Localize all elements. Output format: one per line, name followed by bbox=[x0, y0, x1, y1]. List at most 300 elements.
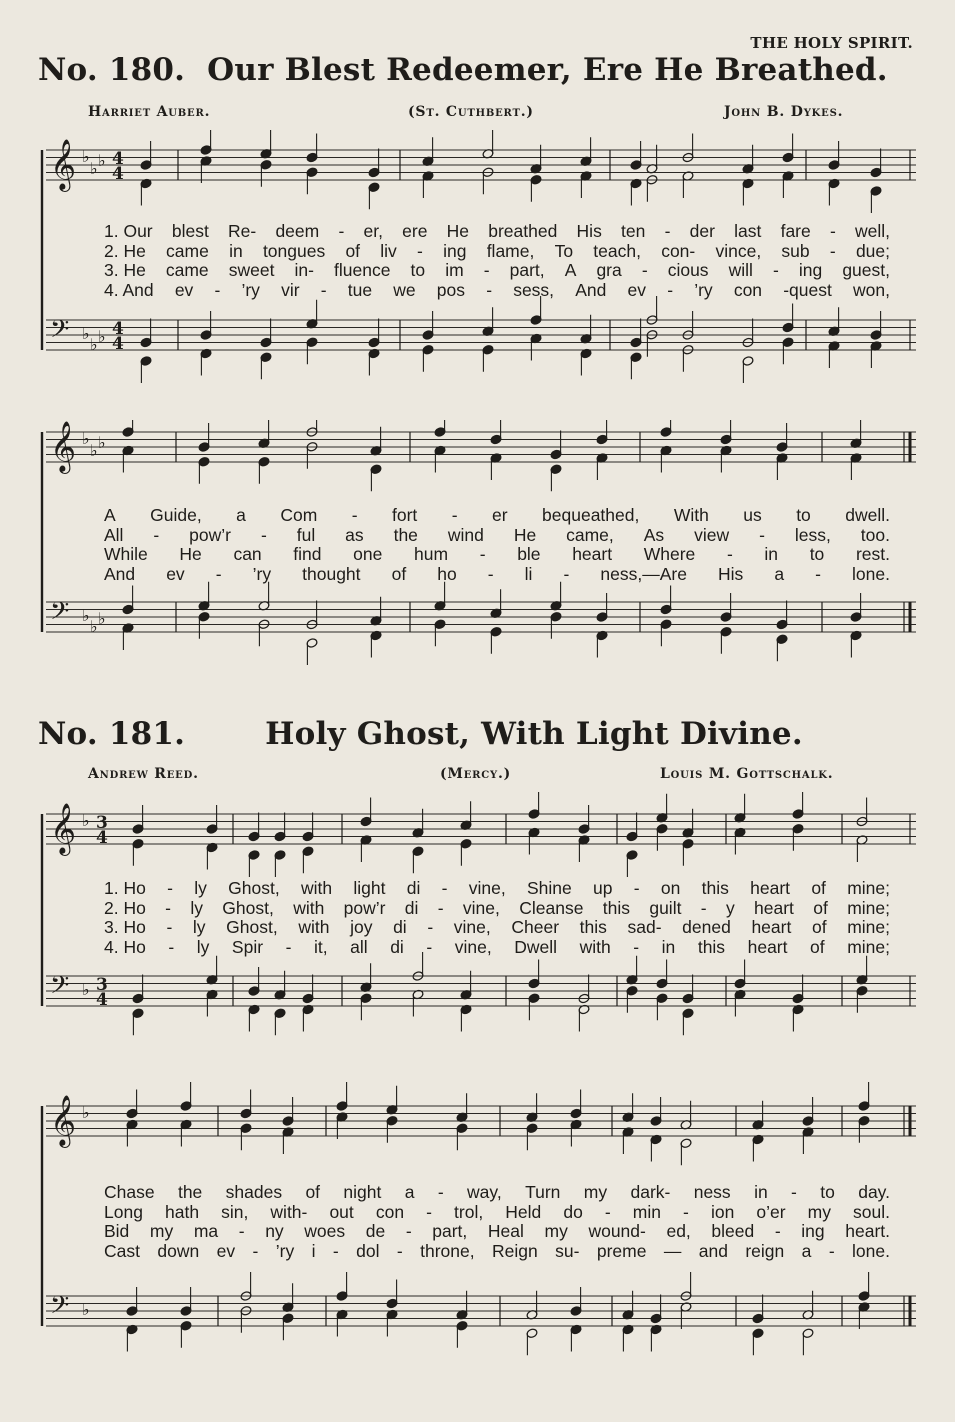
lyric-syllable: ’ry bbox=[241, 279, 260, 300]
lyric-syllable: ev bbox=[174, 279, 194, 300]
lyric-syllable: He bbox=[513, 524, 537, 545]
lyric-syllable: fare bbox=[780, 221, 811, 241]
lyric-syllable: night bbox=[343, 1182, 382, 1202]
lyric-syllable: day. bbox=[858, 1182, 890, 1202]
lyric-syllable: A bbox=[104, 505, 116, 525]
lyric-syllable: ma bbox=[193, 1221, 219, 1242]
lyric-syllable: - bbox=[168, 936, 175, 957]
lyric-syllable: my bbox=[583, 1182, 608, 1202]
bass-staff bbox=[46, 971, 916, 1010]
lyric-syllable: mine; bbox=[847, 878, 890, 898]
lyric-syllable: joy bbox=[350, 917, 373, 938]
lyric-syllable: to bbox=[809, 544, 825, 565]
lyric-syllable: der bbox=[689, 221, 715, 241]
lyric-syllable: - bbox=[664, 221, 671, 241]
lyric-syllable: Turn bbox=[525, 1182, 561, 1202]
lyric-syllable: vine, bbox=[468, 878, 506, 898]
lyric-syllable: thought bbox=[302, 563, 361, 584]
lyric-syllable: y bbox=[725, 897, 735, 918]
lyric-syllable: Ghost, bbox=[222, 897, 274, 918]
lyric-syllable: part, bbox=[509, 260, 545, 281]
lyric-syllable: er, bbox=[363, 221, 383, 241]
time-signature-top: 3 bbox=[96, 975, 108, 995]
lyric-syllable: of bbox=[391, 563, 407, 584]
lyric-syllable: 3. Ho bbox=[104, 917, 146, 938]
lyric-syllable: Cleanse bbox=[519, 897, 584, 918]
lyric-syllable: sess, bbox=[513, 279, 555, 300]
lyric-syllable: well, bbox=[854, 221, 890, 241]
lyric-syllable: ny bbox=[265, 1221, 284, 1242]
lyric-syllable: and bbox=[698, 1240, 728, 1261]
lyric-syllable: to bbox=[410, 260, 426, 281]
lyric-syllable: rest. bbox=[855, 544, 890, 565]
lyric-syllable: - bbox=[726, 544, 733, 565]
lyric-syllable: vine, bbox=[454, 936, 492, 957]
lyric-syllable: - bbox=[252, 1240, 259, 1261]
lyric-syllable: ev bbox=[627, 279, 647, 300]
flat-icon: ♭ bbox=[82, 606, 90, 625]
lyric-syllable: To bbox=[554, 240, 574, 261]
lyric-syllable: a bbox=[404, 1182, 415, 1202]
lyric-syllable: fort bbox=[392, 505, 418, 525]
lyric-syllable: - bbox=[759, 524, 765, 545]
lyric-syllable: And bbox=[104, 563, 136, 584]
lyric-syllable: heart bbox=[747, 936, 788, 957]
lyric-syllable: de bbox=[365, 1221, 386, 1242]
lyric-syllable: A bbox=[564, 260, 577, 281]
lyric-syllable: way, bbox=[467, 1182, 502, 1202]
hymn-title: Our Blest Redeemer, Ere He Breathed. bbox=[207, 52, 888, 88]
composer-credit: Louis M. Gottschalk. bbox=[660, 766, 834, 782]
lyric-syllable: heart bbox=[750, 878, 791, 898]
lyric-syllable: - bbox=[829, 240, 836, 261]
lyric-syllable: ble bbox=[517, 544, 541, 565]
bass-staff bbox=[46, 315, 916, 354]
flat-icon: ♭ bbox=[82, 324, 90, 343]
lyric-syllable: im bbox=[445, 260, 464, 281]
note-group bbox=[140, 296, 882, 383]
note-group bbox=[132, 792, 868, 877]
tune-name: (St. Cuthbert.) bbox=[408, 104, 534, 120]
lyric-syllable: ’ry bbox=[275, 1240, 295, 1261]
lyric-syllable: hath bbox=[165, 1201, 200, 1222]
lyric-syllable: all bbox=[350, 936, 368, 957]
lyric-syllable: His bbox=[718, 563, 744, 584]
lyric-syllable: o’er bbox=[756, 1201, 786, 1222]
author-credit: Harriet Auber. bbox=[88, 104, 211, 120]
lyric-syllable: it, bbox=[313, 936, 328, 957]
lyric-syllable: as bbox=[345, 524, 364, 545]
treble-clef-icon: 𝄞 bbox=[50, 803, 77, 854]
bass-clef-icon: 𝄢 bbox=[50, 971, 70, 1006]
lyric-syllable: throne, bbox=[420, 1240, 475, 1261]
lyric-syllable: - bbox=[437, 1182, 444, 1202]
lyric-syllable: lone. bbox=[852, 563, 890, 584]
lyric-syllable: of bbox=[345, 240, 361, 261]
lyric-syllable: 1. Ho bbox=[104, 878, 146, 898]
lyric-syllable: - bbox=[563, 563, 570, 584]
lyric-syllable: Where bbox=[643, 544, 696, 565]
lyric-syllable: -quest bbox=[783, 279, 832, 300]
lyric-syllable: As bbox=[643, 524, 665, 545]
lyric-syllable: shades bbox=[225, 1182, 283, 1202]
treble-clef-icon: 𝄞 bbox=[50, 1095, 77, 1146]
hymn-181-title-row bbox=[38, 716, 803, 752]
lyric-syllable: Heal bbox=[487, 1221, 524, 1242]
treble-staff bbox=[46, 1095, 916, 1148]
lyric-syllable: - bbox=[633, 878, 640, 898]
lyric-syllable: While bbox=[104, 544, 148, 565]
lyric-syllable: came bbox=[165, 260, 209, 281]
lyric-syllable: tue bbox=[347, 279, 373, 300]
lyric-syllable: with- bbox=[270, 1201, 308, 1222]
treble-staff bbox=[46, 803, 916, 856]
time-signature-bottom: 4 bbox=[96, 828, 108, 848]
lyric-syllable: i bbox=[311, 1240, 316, 1261]
lyric-syllable: - bbox=[479, 544, 486, 565]
note-group bbox=[122, 420, 862, 491]
lyric-syllable: wound- bbox=[588, 1221, 646, 1242]
lyric-syllable: ly bbox=[194, 878, 207, 898]
lyric-syllable: the bbox=[393, 524, 418, 545]
lyric-syllable: too. bbox=[860, 524, 890, 545]
flat-icon: ♭ bbox=[90, 617, 98, 636]
hymn-title: Holy Ghost, With Light Divine. bbox=[265, 716, 803, 752]
lyric-syllable: Ghost, bbox=[226, 917, 278, 938]
lyric-syllable: dark- bbox=[630, 1182, 671, 1202]
tune-name: (Mercy.) bbox=[440, 766, 512, 782]
lyric-syllable: us bbox=[743, 505, 762, 525]
lyric-syllable: - bbox=[773, 260, 779, 281]
lyric-syllable: lone. bbox=[852, 1240, 890, 1261]
flat-icon: ♭ bbox=[82, 1103, 90, 1122]
lyric-syllable: ly bbox=[192, 917, 206, 938]
lyric-syllable: pos bbox=[436, 279, 466, 300]
lyric-syllable: will bbox=[728, 260, 753, 281]
lyric-syllable: - bbox=[320, 279, 327, 300]
lyric-syllable: my bbox=[544, 1221, 568, 1242]
lyric-syllable: find bbox=[293, 544, 322, 565]
lyric-syllable: light bbox=[353, 878, 386, 898]
lyric-syllable: su- bbox=[555, 1240, 580, 1261]
flat-icon: ♭ bbox=[98, 327, 106, 346]
lyric-syllable: my bbox=[149, 1221, 174, 1242]
lyric-syllable: - bbox=[285, 936, 292, 957]
lyric-syllable: with bbox=[293, 897, 325, 918]
flat-icon: ♭ bbox=[82, 147, 90, 166]
lyric-syllable: part, bbox=[432, 1221, 468, 1242]
lyric-syllable: - bbox=[426, 1201, 432, 1222]
lyric-syllable: came, bbox=[566, 524, 614, 545]
lyric-syllable: soul. bbox=[853, 1201, 890, 1222]
lyric-syllable: min bbox=[632, 1201, 661, 1222]
lyric-syllable: liv bbox=[380, 240, 397, 261]
lyric-syllable: mine; bbox=[847, 897, 890, 918]
bass-clef-icon: 𝄢 bbox=[50, 1291, 70, 1326]
lyric-syllable: heart bbox=[572, 544, 613, 565]
lyric-syllable: do bbox=[563, 1201, 583, 1222]
lyric-syllable: sad- bbox=[627, 917, 662, 938]
time-signature-bottom: 4 bbox=[112, 334, 124, 354]
composer-credit: John B. Dykes. bbox=[724, 104, 844, 120]
lyric-syllable: less, bbox=[794, 524, 831, 545]
lyric-syllable: - bbox=[214, 279, 221, 300]
lyric-syllable: pow’r bbox=[189, 524, 231, 545]
lyric-syllable: of bbox=[810, 936, 825, 957]
lyric-syllable: ten bbox=[621, 221, 646, 241]
lyric-syllable: vine, bbox=[453, 917, 491, 938]
lyric-syllable: of bbox=[813, 897, 828, 918]
note-group bbox=[126, 1082, 870, 1165]
lyric-syllable: preme bbox=[596, 1240, 647, 1261]
lyric-syllable: of bbox=[305, 1182, 321, 1202]
lyric-syllable: tongues bbox=[262, 240, 326, 261]
lyric-syllable: flame, bbox=[486, 240, 535, 261]
lyric-syllable: ’ry bbox=[694, 279, 713, 300]
lyric-syllable: - bbox=[260, 524, 267, 545]
bass-clef-icon: 𝄢 bbox=[50, 597, 70, 632]
flat-icon: ♭ bbox=[98, 433, 106, 452]
lyric-syllable: — bbox=[663, 1240, 682, 1261]
lyric-syllable: - bbox=[815, 563, 821, 584]
lyric-syllable: a bbox=[236, 505, 246, 525]
lyric-syllable: Long bbox=[104, 1201, 143, 1222]
lyric-syllable: view bbox=[694, 524, 730, 545]
lyric-syllable: of bbox=[811, 917, 827, 938]
lyric-syllable: All bbox=[104, 524, 124, 545]
lyric-syllable: He bbox=[446, 221, 470, 241]
lyric-syllable: - bbox=[683, 1201, 689, 1222]
lyric-syllable: Re- bbox=[228, 221, 257, 241]
lyric-syllable: di bbox=[406, 878, 421, 898]
lyric-syllable: - bbox=[351, 505, 358, 525]
lyric-syllable: Guide, bbox=[150, 505, 202, 525]
lyric-syllable: out bbox=[329, 1201, 354, 1222]
lyric-syllable: in bbox=[764, 544, 779, 565]
hymn-180-title-row bbox=[38, 52, 888, 88]
lyric-syllable: due; bbox=[855, 240, 890, 261]
lyric-syllable: - bbox=[405, 1221, 412, 1242]
lyric-syllable: 3. He bbox=[104, 260, 146, 281]
lyric-syllable: - bbox=[426, 936, 433, 957]
lyric-syllable: dwell. bbox=[845, 505, 890, 525]
section-label: THE HOLY SPIRIT. bbox=[750, 34, 913, 52]
lyric-syllable: 4. Ho bbox=[104, 936, 146, 957]
lyric-syllable: - bbox=[238, 1221, 245, 1242]
lyric-syllable: with bbox=[579, 936, 611, 957]
lyric-syllable: mine; bbox=[847, 917, 890, 938]
lyric-syllable: to bbox=[820, 1182, 835, 1202]
lyric-syllable: ly bbox=[196, 936, 210, 957]
lyric-syllable: mine; bbox=[847, 936, 890, 957]
lyric-syllable: er bbox=[492, 505, 508, 525]
author-credit: Andrew Reed. bbox=[88, 766, 199, 782]
lyric-syllable: on bbox=[660, 878, 681, 898]
lyric-syllable: - bbox=[486, 279, 493, 300]
lyric-syllable: ness bbox=[693, 1182, 731, 1202]
lyric-syllable: gra bbox=[596, 260, 622, 281]
lyric-syllable: my bbox=[807, 1201, 831, 1222]
lyric-syllable: teach, bbox=[593, 240, 641, 261]
lyric-syllable: breathed bbox=[488, 221, 558, 241]
lyric-syllable: ev bbox=[166, 563, 185, 584]
lyric-syllable: con bbox=[375, 1201, 405, 1222]
lyric-syllable: ing bbox=[798, 260, 823, 281]
lyric-syllable: guilt bbox=[649, 897, 682, 918]
lyric-syllable: Held bbox=[505, 1201, 542, 1222]
lyric-syllable: won, bbox=[853, 279, 890, 300]
flat-icon: ♭ bbox=[90, 335, 98, 354]
lyric-syllable: this bbox=[701, 878, 729, 898]
lyric-syllable: - bbox=[451, 505, 458, 525]
lyric-syllable: this bbox=[579, 917, 607, 938]
lyric-syllable: ful bbox=[296, 524, 316, 545]
lyric-syllable: Shine bbox=[527, 878, 572, 898]
lyric-syllable: a bbox=[774, 563, 785, 584]
lyric-syllable: heart. bbox=[845, 1221, 890, 1242]
lyric-syllable: - bbox=[215, 563, 222, 584]
lyric-syllable: bequeathed, bbox=[542, 505, 640, 525]
lyric-syllable: - bbox=[332, 1240, 339, 1261]
lyric-syllable: sweet bbox=[228, 260, 275, 281]
treble-staff bbox=[46, 139, 916, 192]
lyric-syllable: - bbox=[427, 917, 434, 938]
time-signature-top: 3 bbox=[96, 813, 108, 833]
lyric-syllable: vince, bbox=[715, 240, 762, 261]
flat-icon: ♭ bbox=[98, 609, 106, 628]
flat-icon: ♭ bbox=[98, 151, 106, 170]
bass-staff bbox=[46, 1291, 916, 1326]
lyric-syllable: vir bbox=[281, 279, 300, 300]
lyric-syllable: di bbox=[393, 917, 407, 938]
lyric-syllable: reign bbox=[745, 1240, 785, 1261]
lyric-syllable: ere bbox=[402, 221, 428, 241]
lyric-syllable: 4. And bbox=[104, 279, 154, 300]
lyric-syllable: - bbox=[828, 1240, 835, 1261]
lyric-syllable: this bbox=[602, 897, 631, 918]
lyric-syllable: - bbox=[417, 240, 423, 261]
lyric-syllable: woes bbox=[304, 1221, 346, 1242]
lyric-syllable: vine, bbox=[462, 897, 500, 918]
lyric-syllable: cious bbox=[667, 260, 709, 281]
bass-staff bbox=[46, 597, 916, 636]
treble-clef-icon: 𝄞 bbox=[50, 421, 77, 472]
lyric-syllable: - bbox=[604, 1201, 611, 1222]
lyric-syllable: down bbox=[157, 1240, 200, 1261]
flat-icon: ♭ bbox=[82, 811, 90, 830]
flat-icon: ♭ bbox=[82, 429, 90, 448]
note-group bbox=[122, 582, 862, 665]
lyric-syllable: ness,—Are bbox=[600, 563, 687, 584]
lyric-syllable: - bbox=[487, 563, 494, 584]
lyric-syllable: ’ry bbox=[252, 563, 272, 584]
lyric-syllable: trol, bbox=[454, 1201, 484, 1222]
flat-icon: ♭ bbox=[90, 159, 98, 178]
lyric-syllable: we bbox=[393, 279, 416, 300]
lyric-syllable: - bbox=[338, 221, 345, 241]
time-signature-top: 4 bbox=[112, 319, 124, 339]
lyric-syllable: ly bbox=[190, 897, 203, 918]
lyric-syllable: 2. Ho bbox=[104, 897, 146, 918]
lyric-syllable: up bbox=[593, 878, 613, 898]
lyric-syllable: li bbox=[524, 563, 533, 584]
lyric-syllable: - bbox=[153, 524, 160, 545]
lyric-syllable: wind bbox=[447, 524, 484, 545]
lyric-syllable: Cast bbox=[104, 1240, 140, 1261]
lyric-syllable: in bbox=[661, 936, 676, 957]
lyric-syllable: - bbox=[166, 917, 173, 938]
lyric-syllable: last bbox=[734, 221, 762, 241]
lyric-syllable: ing bbox=[801, 1221, 825, 1242]
lyric-syllable: Bid bbox=[104, 1221, 130, 1242]
lyric-syllable: dol bbox=[356, 1240, 380, 1261]
lyric-syllable: And bbox=[575, 279, 607, 300]
lyric-syllable: hum bbox=[414, 544, 449, 565]
flat-icon: ♭ bbox=[90, 441, 98, 460]
lyric-syllable: con- bbox=[661, 240, 696, 261]
lyric-syllable: 2. He bbox=[104, 240, 146, 261]
lyric-syllable: ev bbox=[216, 1240, 236, 1261]
lyric-syllable: His bbox=[576, 221, 602, 241]
lyric-syllable: - bbox=[791, 1182, 797, 1202]
lyric-syllable: fluence bbox=[334, 260, 391, 281]
lyric-syllable: di bbox=[390, 936, 404, 957]
time-signature-bottom: 4 bbox=[96, 990, 108, 1010]
lyric-syllable: - bbox=[165, 897, 171, 918]
lyric-syllable: - bbox=[441, 878, 448, 898]
lyric-syllable: in bbox=[229, 240, 243, 261]
lyric-syllable: in- bbox=[294, 260, 314, 281]
lyric-syllable: in bbox=[754, 1182, 768, 1202]
lyric-syllable: came bbox=[166, 240, 209, 261]
lyric-syllable: this bbox=[697, 936, 726, 957]
lyric-syllable: - bbox=[633, 936, 640, 957]
lyric-syllable: with bbox=[298, 917, 330, 938]
lyric-syllable: With bbox=[673, 505, 709, 525]
lyric-syllable: - bbox=[774, 1221, 781, 1242]
lyric-syllable: to bbox=[796, 505, 811, 525]
lyric-syllable: dened bbox=[682, 917, 731, 938]
lyric-syllable: ing bbox=[443, 240, 467, 261]
lyric-syllable: di bbox=[404, 897, 419, 918]
lyric-syllable: guest, bbox=[842, 260, 890, 281]
lyric-syllable: Cheer bbox=[511, 917, 560, 938]
note-group bbox=[140, 130, 882, 213]
lyric-syllable: - bbox=[700, 897, 707, 918]
lyric-syllable: - bbox=[829, 221, 836, 241]
lyric-syllable: - bbox=[396, 1240, 403, 1261]
lyric-syllable: sin, bbox=[221, 1201, 249, 1222]
lyric-syllable: con bbox=[733, 279, 763, 300]
lyric-syllable: sub bbox=[781, 240, 810, 261]
lyric-syllable: heart bbox=[754, 897, 794, 918]
lyric-syllable: the bbox=[177, 1182, 203, 1202]
lyric-syllable: Reign bbox=[492, 1240, 538, 1261]
lyric-syllable: Spir bbox=[231, 936, 264, 957]
note-group bbox=[126, 1272, 870, 1355]
hymn-180-system-2-score bbox=[36, 420, 921, 680]
lyric-syllable: blest bbox=[171, 221, 209, 241]
hymn-number: No. 181. bbox=[38, 716, 186, 752]
flat-icon: ♭ bbox=[82, 1300, 90, 1319]
flat-icon: ♭ bbox=[82, 980, 90, 999]
lyric-syllable: pow’r bbox=[343, 897, 386, 918]
lyric-syllable: - bbox=[167, 878, 173, 898]
time-signature-top: 4 bbox=[112, 149, 124, 169]
lyric-syllable: of bbox=[811, 878, 826, 898]
lyric-syllable: ed, bbox=[666, 1221, 691, 1242]
hymn-number: No. 180. bbox=[38, 52, 186, 88]
